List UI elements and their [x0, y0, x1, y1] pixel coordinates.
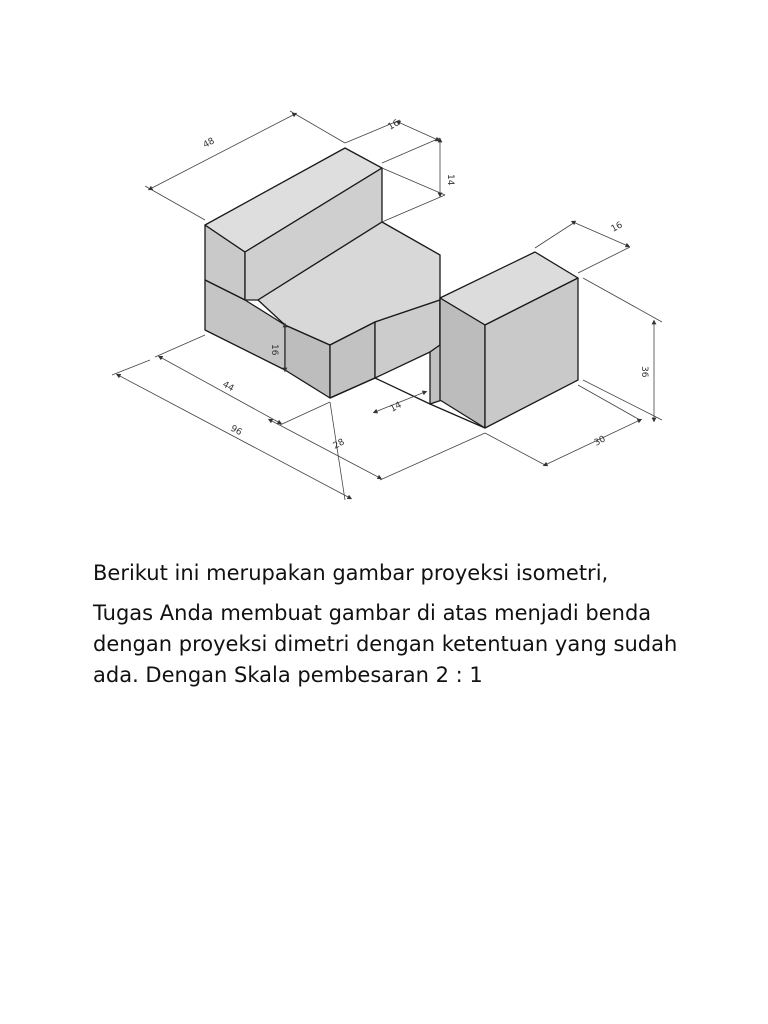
dim-slot-height: 16 [269, 344, 279, 356]
solid-body [205, 148, 578, 428]
dim-front-width: 44 [220, 379, 236, 395]
dim-right-height: 36 [639, 366, 649, 378]
dim-slot-width: 14 [388, 400, 404, 415]
dim-middle-length: 28 [331, 437, 347, 452]
dim-right-depth: 16 [609, 220, 625, 235]
dim-top-depth: 16 [386, 118, 402, 133]
dim-right-width: 30 [592, 434, 608, 449]
dim-top-height: 14 [445, 174, 455, 186]
dim-top-width: 48 [201, 136, 217, 151]
task-paragraph: Tugas Anda membuat gambar di atas menjadi benda dengan proyeksi dimetri dengan ketentuan yang sudah ada. Dengan Skala pembesaran 2 : 1 [93, 601, 678, 687]
intro-line: Berikut ini merupakan gambar proyeksi isometri, [93, 561, 609, 585]
instruction-text [93, 558, 693, 691]
dim-overall-length: 96 [228, 423, 244, 439]
